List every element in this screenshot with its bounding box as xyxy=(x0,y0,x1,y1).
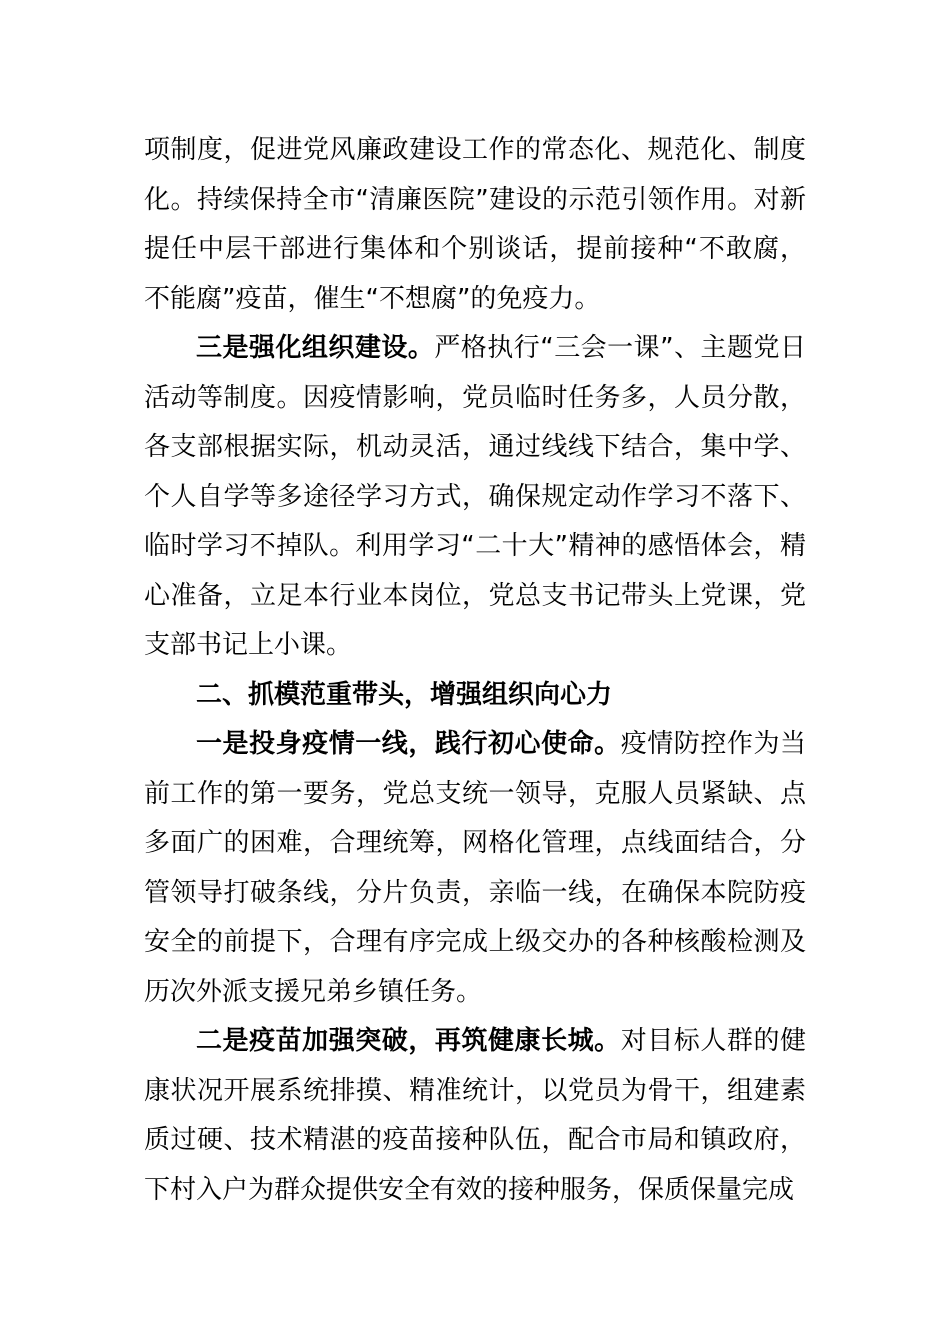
document-body xyxy=(144,126,806,1215)
paragraph-bold-lead: 三是强化组织建设。 xyxy=(196,333,435,363)
section-heading-text: 二、抓模范重带头，增强组织向心力 xyxy=(196,679,613,710)
paragraph-text: 对目标人群的健康状况开展系统排摸、精准统计，以党员为骨干，组建素质过硬、技术精湛的疫苗接种队伍，配合市局和镇政府，下村入户为群众提供安全有效的接种服务，保质保量完成 xyxy=(144,1026,806,1205)
section-heading-model-leadership xyxy=(144,671,806,721)
paragraph-bold-lead: 二是疫苗加强突破，再筑健康长城。 xyxy=(196,1026,621,1056)
paragraph-bold-lead: 一是投身疫情一线，践行初心使命。 xyxy=(196,729,621,759)
paragraph-text: 疫情防控作为当前工作的第一要务，党总支统一领导，克服人员紧缺、点多面广的困难，合理统筹，网格化管理，点线面结合，分管领导打破条线，分片负责，亲临一线，在确保本院防疫安全的前提下，合理有序完成上级交办的各种核酸检测及历次外派支援兄弟乡镇任务。 xyxy=(144,729,806,1007)
paragraph-organization-building xyxy=(144,324,806,671)
paragraph-integrity-system xyxy=(144,126,806,324)
paragraph-epidemic-frontline xyxy=(144,720,806,1017)
paragraph-text: 严格执行“三会一课”、主题党日活动等制度。因疫情影响，党员临时任务多，人员分散，各支部根据实际，机动灵活，通过线线下结合，集中学、个人自学等多途径学习方式，确保规定动作学习不落下、临时学习不掉队。利用学习“二十大”精神的感悟体会，精心准备，立足本行业本岗位，党总支书记带头上党课，党支部书记上小课。 xyxy=(144,333,806,660)
paragraph-text: 项制度，促进党风廉政建设工作的常态化、规范化、制度化。持续保持全市“清廉医院”建设的示范引领作用。对新提任中层干部进行集体和个别谈话，提前接种“不敢腐，不能腐”疫苗，催生“不想腐”的免疫力。 xyxy=(144,135,806,314)
paragraph-vaccine-breakthrough xyxy=(144,1017,806,1215)
